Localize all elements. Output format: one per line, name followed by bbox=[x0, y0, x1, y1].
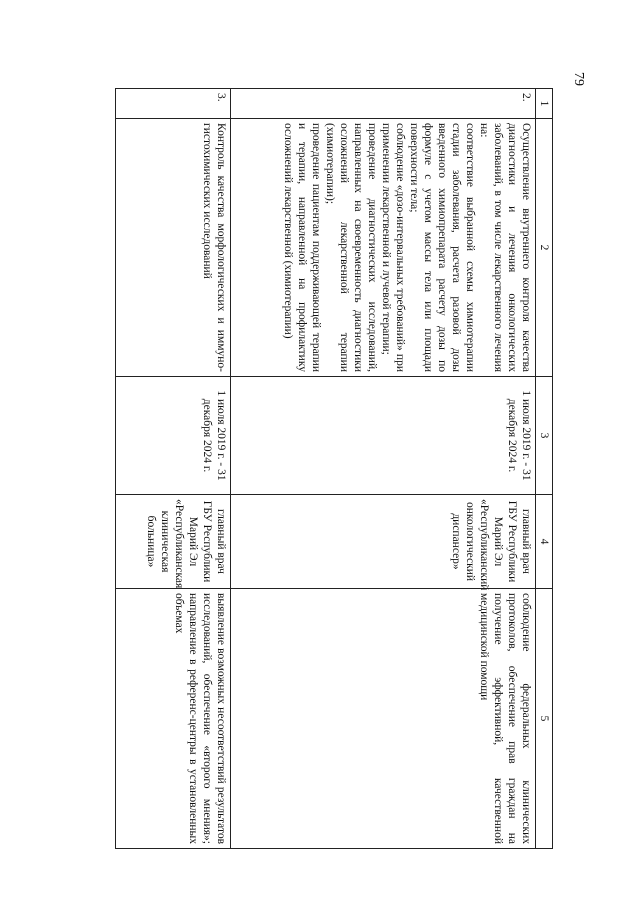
table-row bbox=[116, 89, 231, 849]
page-number: 79 bbox=[571, 72, 586, 86]
activity-line: проведение пациентам поддерживающей терапии и терапии, направленной на профилактику осложнений лекарственной (химиотерапии) bbox=[282, 123, 322, 372]
activity-line: соответствие выбранной схемы химиотерапии стадии заболевания, расчета разовой дозы введенного химиопрепарата расчету дозы по формуле с учетом массы тела или площади поверхности тела; bbox=[408, 123, 476, 372]
activity-line: Контроль качества морфологических и иммуно-гистохимических исследований bbox=[201, 123, 227, 372]
result-cell: выявление возможных несоответствий результатов исследований, обеспечение «второго мнения»; направление в референс-центры в установленных объемах bbox=[116, 589, 231, 849]
responsible-cell: главный врач ГБУ Республики Марий Эл «Республиканский онкологический диспансер» bbox=[231, 495, 536, 589]
period-cell: 1 июля 2019 г. - 31 декабря 2024 г. bbox=[116, 377, 231, 495]
activity-cell bbox=[231, 119, 536, 377]
table-header-row bbox=[536, 89, 553, 849]
activity-line: проведение диагностических исследований, направленных на своевременность диагностики осложнений лекарственной терапии (химиотерапии); bbox=[324, 123, 378, 372]
activity-line: соблюдение «дозо-интервальных требований» при применении лекарственной и лучевой терапии; bbox=[380, 123, 406, 372]
header-col-3: 3 bbox=[536, 377, 553, 495]
header-col-1: 1 bbox=[536, 89, 553, 119]
header-col-4: 4 bbox=[536, 495, 553, 589]
result-cell: соблюдение федеральных клинических протоколов, обеспечение прав граждан на получение эффективной, качественной медицинской помощи bbox=[231, 589, 536, 849]
measures-table bbox=[115, 88, 553, 849]
row-number: 2. bbox=[231, 89, 536, 119]
activity-cell bbox=[116, 119, 231, 377]
measures-table-wrapper bbox=[113, 88, 553, 848]
row-number: 3. bbox=[116, 89, 231, 119]
header-col-5: 5 bbox=[536, 589, 553, 849]
header-col-2: 2 bbox=[536, 119, 553, 377]
period-cell: 1 июля 2019 г. - 31 декабря 2024 г. bbox=[231, 377, 536, 495]
activity-line: Осуществление внутреннего контроля качества диагностики и лечения онкологических заболеваний, в том числе лекарственного лечения на: bbox=[478, 123, 532, 372]
responsible-cell: главный врач ГБУ Республики Марий Эл «Республиканская клиническая больница» bbox=[116, 495, 231, 589]
table-row bbox=[231, 89, 536, 849]
